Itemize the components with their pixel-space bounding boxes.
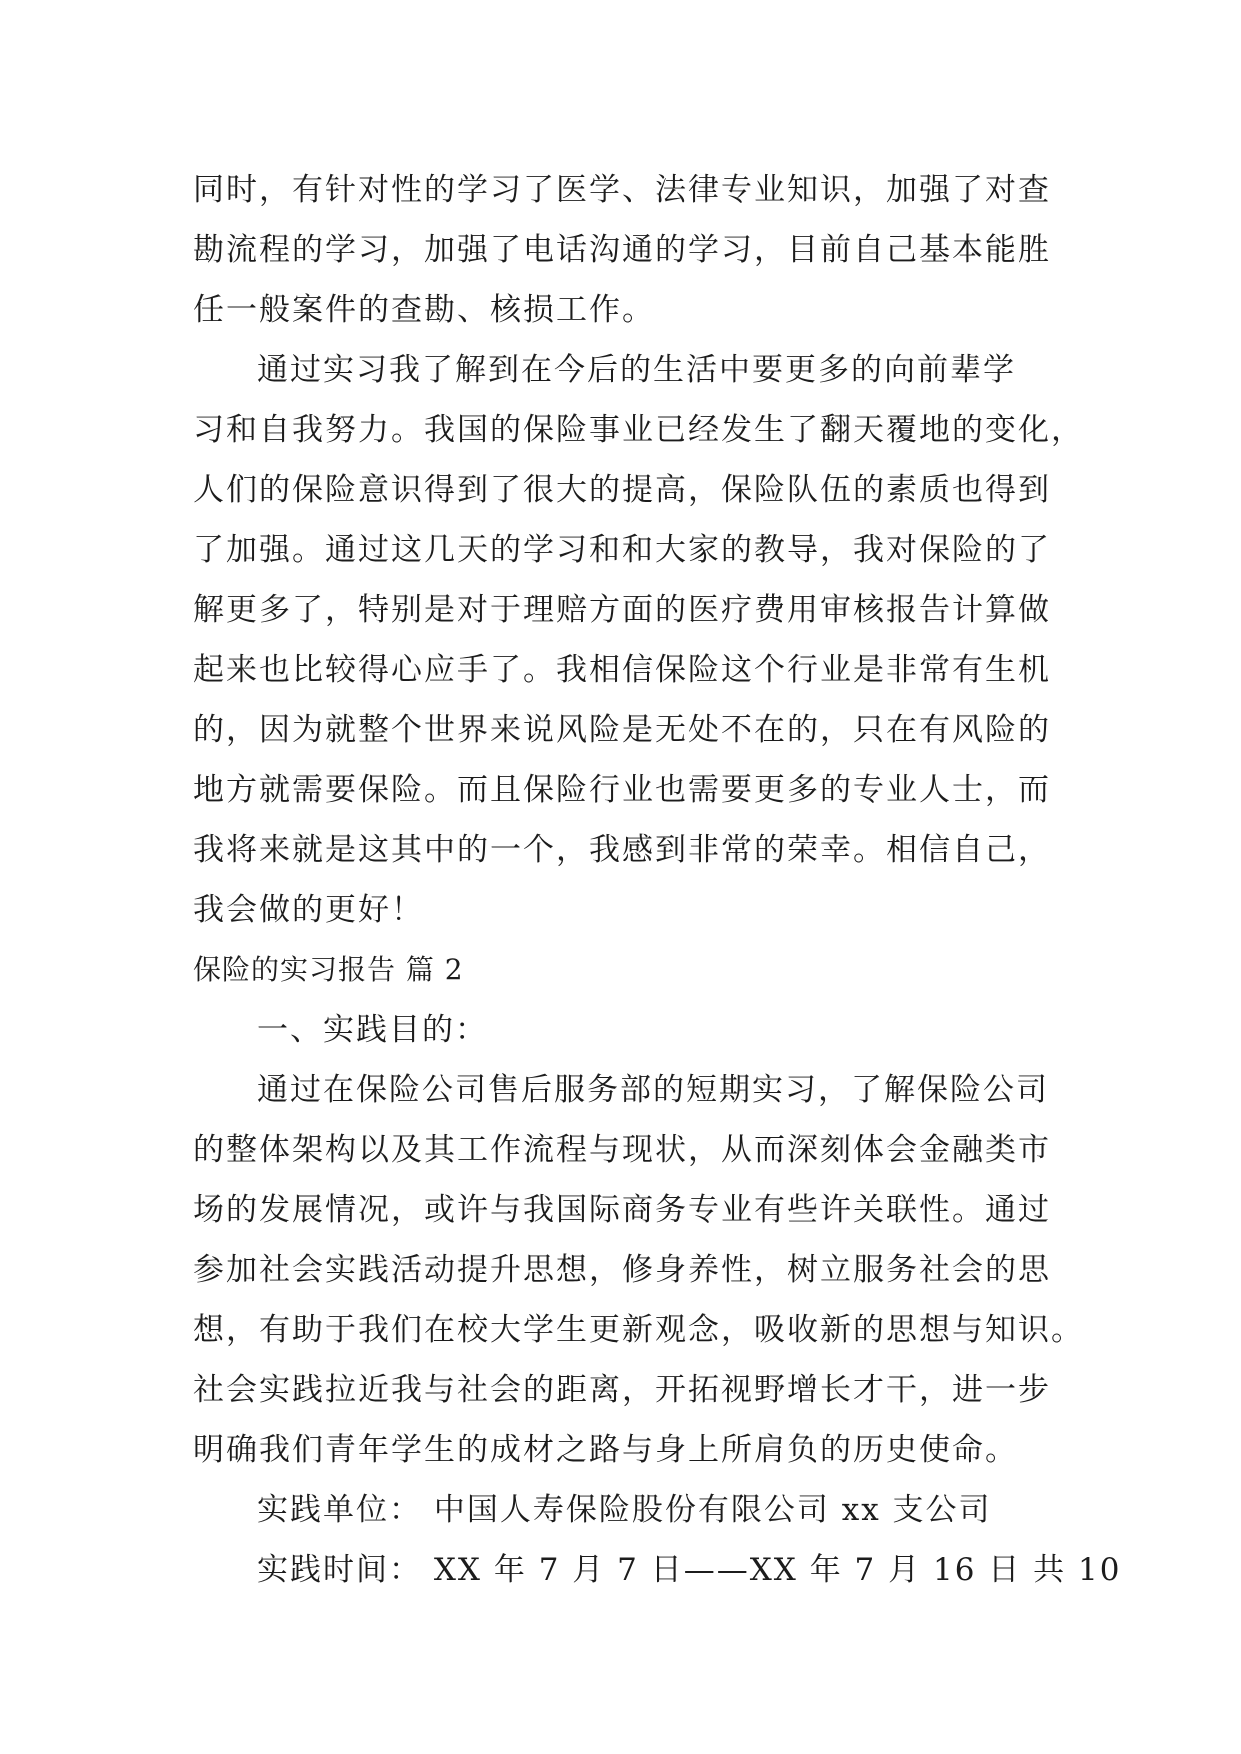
paragraph-line: 我将来就是这其中的一个，我感到非常的荣幸。相信自己， xyxy=(193,832,1051,868)
paragraph-line: 想，有助于我们在校大学生更新观念，吸收新的思想与知识。 xyxy=(193,1312,1084,1348)
paragraph-line: 任一般案件的查勘、核损工作。 xyxy=(193,292,655,328)
paragraph-line: 场的发展情况，或许与我国际商务专业有些许关联性。通过 xyxy=(193,1192,1051,1228)
paragraph-line: 勘流程的学习，加强了电话沟通的学习，目前自己基本能胜 xyxy=(193,232,1051,268)
paragraph-line: 社会实践拉近我与社会的距离，开拓视野增长才干，进一步 xyxy=(193,1372,1051,1408)
section-heading: 保险的实习报告 篇 2 xyxy=(193,953,464,986)
paragraph-line: 同时，有针对性的学习了医学、法律专业知识，加强了对查 xyxy=(193,172,1051,208)
paragraph-line: 的整体架构以及其工作流程与现状，从而深刻体会金融类市 xyxy=(193,1132,1051,1168)
practice-unit-line: 实践单位： 中国人寿保险股份有限公司 xx 支公司 xyxy=(257,1492,992,1528)
practice-time-line: 实践时间： XX 年 7 月 7 日——XX 年 7 月 16 日 共 10 xyxy=(257,1552,1122,1588)
paragraph-line: 起来也比较得心应手了。我相信保险这个行业是非常有生机 xyxy=(193,652,1051,688)
paragraph-line: 通过在保险公司售后服务部的短期实习，了解保险公司 xyxy=(257,1072,1049,1108)
paragraph-line: 人们的保险意识得到了很大的提高，保险队伍的素质也得到 xyxy=(193,472,1051,508)
paragraph-line: 的，因为就整个世界来说风险是无处不在的，只在有风险的 xyxy=(193,712,1051,748)
paragraph-line: 明确我们青年学生的成材之路与身上所肩负的历史使命。 xyxy=(193,1432,1018,1468)
paragraph-line: 参加社会实践活动提升思想，修身养性，树立服务社会的思 xyxy=(193,1252,1051,1288)
paragraph-line: 习和自我努力。我国的保险事业已经发生了翻天覆地的变化， xyxy=(193,412,1084,448)
subsection-heading: 一、实践目的： xyxy=(257,1012,488,1048)
paragraph-line: 地方就需要保险。而且保险行业也需要更多的专业人士，而 xyxy=(193,772,1051,808)
paragraph-line: 了加强。通过这几天的学习和和大家的教导，我对保险的了 xyxy=(193,532,1051,568)
paragraph-line: 通过实习我了解到在今后的生活中要更多的向前辈学 xyxy=(257,352,1016,388)
paragraph-line: 解更多了，特别是对于理赔方面的医疗费用审核报告计算做 xyxy=(193,592,1051,628)
document-body xyxy=(193,160,1122,1600)
paragraph-line: 我会做的更好！ xyxy=(193,892,424,928)
